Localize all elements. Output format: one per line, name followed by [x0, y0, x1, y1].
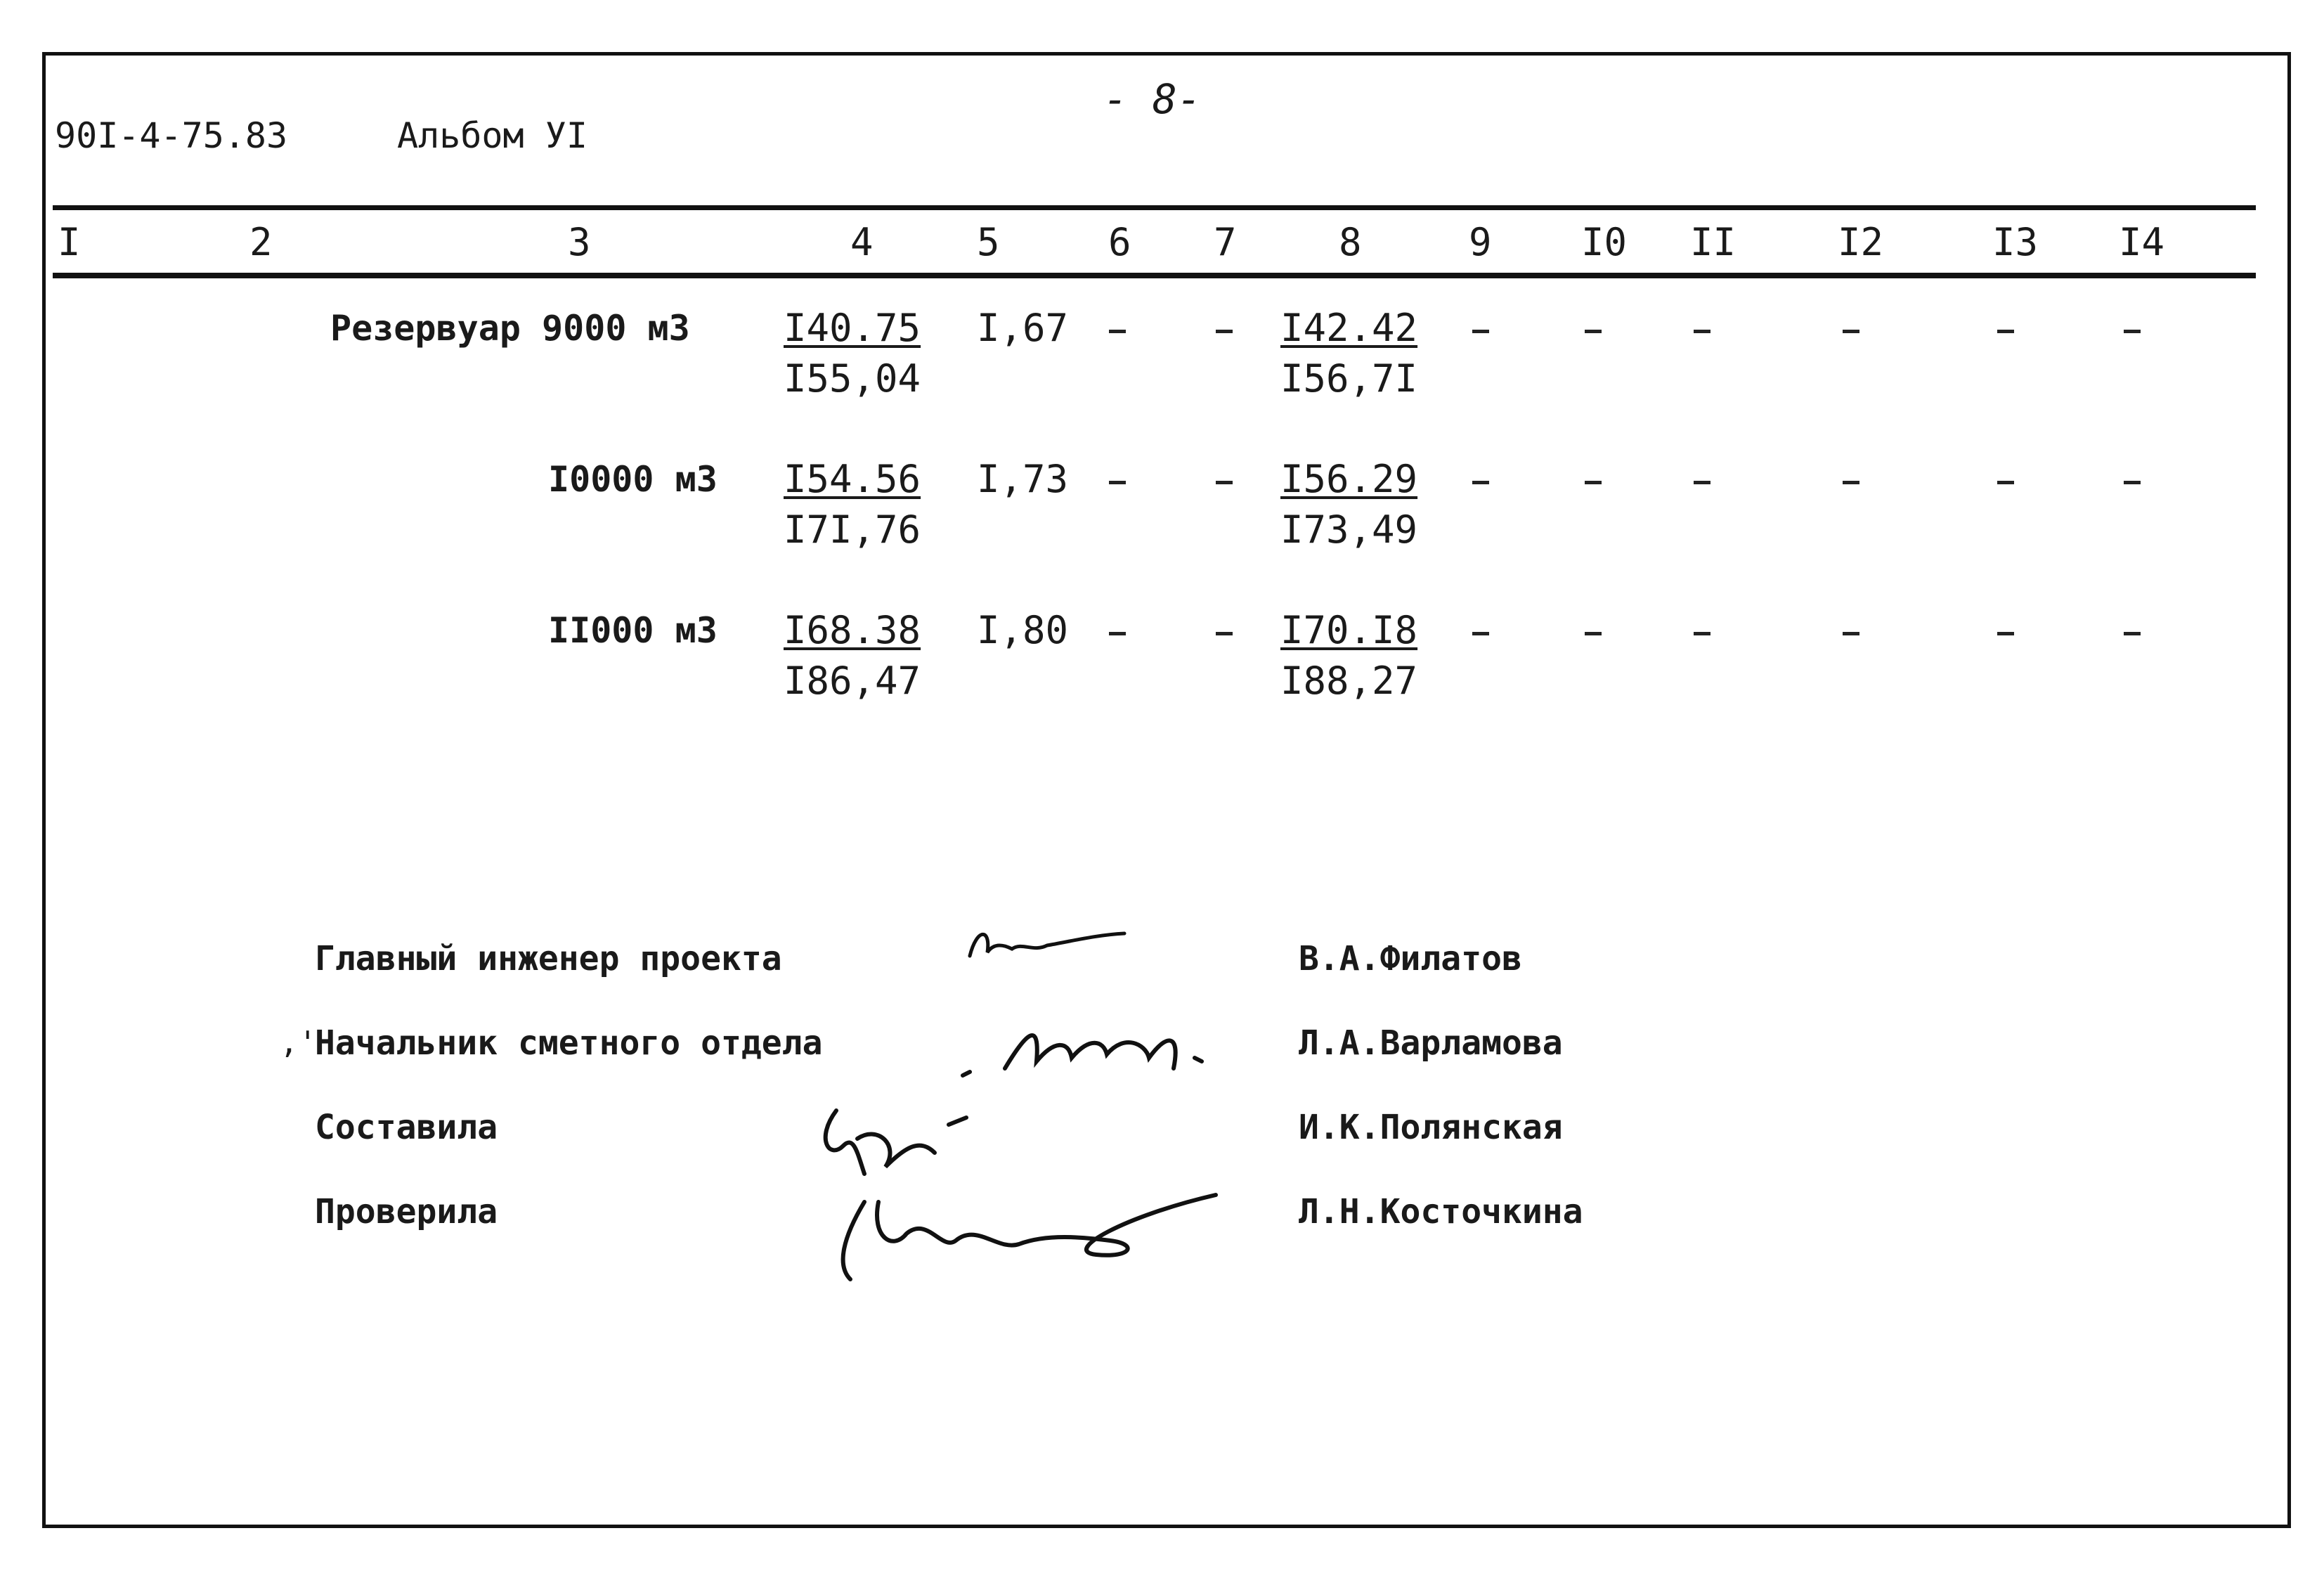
column-header: 9 [1469, 220, 1492, 264]
cell-col6-dash [1109, 330, 1126, 333]
cell-col8-top: I56.29 [1280, 457, 1418, 501]
column-header: 4 [850, 220, 874, 264]
cell-col5: I,73 [977, 457, 1069, 501]
row-name: Резервуар 9000 м3 [330, 308, 690, 349]
cell-col4-bottom: I86,47 [784, 659, 921, 703]
row-name: II000 м3 [548, 610, 718, 651]
cell-col11-dash [1694, 330, 1710, 333]
cell-col8-bottom: I56,7I [1280, 356, 1418, 401]
column-header: 6 [1108, 220, 1131, 264]
document-code: 90I-4-75.83 [55, 115, 288, 156]
cell-col13-dash [1997, 481, 2014, 484]
cell-col9-dash [1472, 481, 1489, 484]
cell-col11-dash [1694, 632, 1710, 635]
cell-col6-dash [1109, 481, 1126, 484]
signatory-name: И.К.Полянская [1299, 1108, 1563, 1147]
handwritten-signature [963, 914, 1131, 977]
column-header: 3 [568, 220, 591, 264]
cell-col14-dash [2124, 632, 2141, 635]
column-header: I3 [1992, 220, 2039, 264]
page-number: - 8- [1103, 75, 1202, 123]
cell-col12-dash [1843, 330, 1859, 333]
role-label: Проверила [315, 1192, 498, 1231]
column-header: 5 [977, 220, 1000, 264]
margin-mark: ,' [280, 1025, 317, 1061]
handwritten-signature [829, 1174, 1223, 1286]
cell-col7-dash [1216, 481, 1233, 484]
header-rule-top [53, 205, 2256, 210]
cell-col10-dash [1585, 632, 1602, 635]
cell-col7-dash [1216, 330, 1233, 333]
cell-col6-dash [1109, 632, 1126, 635]
role-label: Главный инженер проекта [315, 939, 782, 978]
cell-col4-top: I68.38 [784, 608, 921, 652]
signatory-name: Л.Н.Косточкина [1299, 1192, 1583, 1231]
cell-col4-bottom: I55,04 [784, 356, 921, 401]
cell-col12-dash [1843, 632, 1859, 635]
cell-col5: I,67 [977, 306, 1069, 350]
album-label: Альбом УI [397, 115, 588, 156]
cell-col7-dash [1216, 632, 1233, 635]
cell-col13-dash [1997, 330, 2014, 333]
cell-col5: I,80 [977, 608, 1069, 652]
signatory-name: В.А.Филатов [1299, 939, 1522, 978]
cell-col14-dash [2124, 330, 2141, 333]
cell-col10-dash [1585, 330, 1602, 333]
column-header: I [58, 220, 81, 264]
column-header: 7 [1214, 220, 1237, 264]
column-header: II [1690, 220, 1736, 264]
column-header: 8 [1339, 220, 1362, 264]
signatory-name: Л.А.Варламова [1299, 1023, 1563, 1063]
header-rule-bottom [53, 273, 2256, 278]
cell-col8-bottom: I88,27 [1280, 659, 1418, 703]
cell-col9-dash [1472, 632, 1489, 635]
row-name: I0000 м3 [548, 459, 718, 500]
cell-col4-bottom: I7I,76 [784, 507, 921, 552]
cell-col4-top: I54.56 [784, 457, 921, 501]
role-label: Начальник сметного отдела [315, 1023, 823, 1063]
cell-col9-dash [1472, 330, 1489, 333]
cell-col4-top: I40.75 [784, 306, 921, 350]
cell-col13-dash [1997, 632, 2014, 635]
column-header: 2 [249, 220, 273, 264]
column-header: I2 [1838, 220, 1884, 264]
cell-col11-dash [1694, 481, 1710, 484]
cell-col14-dash [2124, 481, 2141, 484]
cell-col8-top: I70.I8 [1280, 608, 1418, 652]
cell-col8-bottom: I73,49 [1280, 507, 1418, 552]
column-header: I0 [1581, 220, 1628, 264]
cell-col10-dash [1585, 481, 1602, 484]
cell-col12-dash [1843, 481, 1859, 484]
role-label: Составила [315, 1108, 498, 1147]
column-header: I4 [2119, 220, 2165, 264]
handwritten-signature [956, 991, 1223, 1089]
cell-col8-top: I42.42 [1280, 306, 1418, 350]
